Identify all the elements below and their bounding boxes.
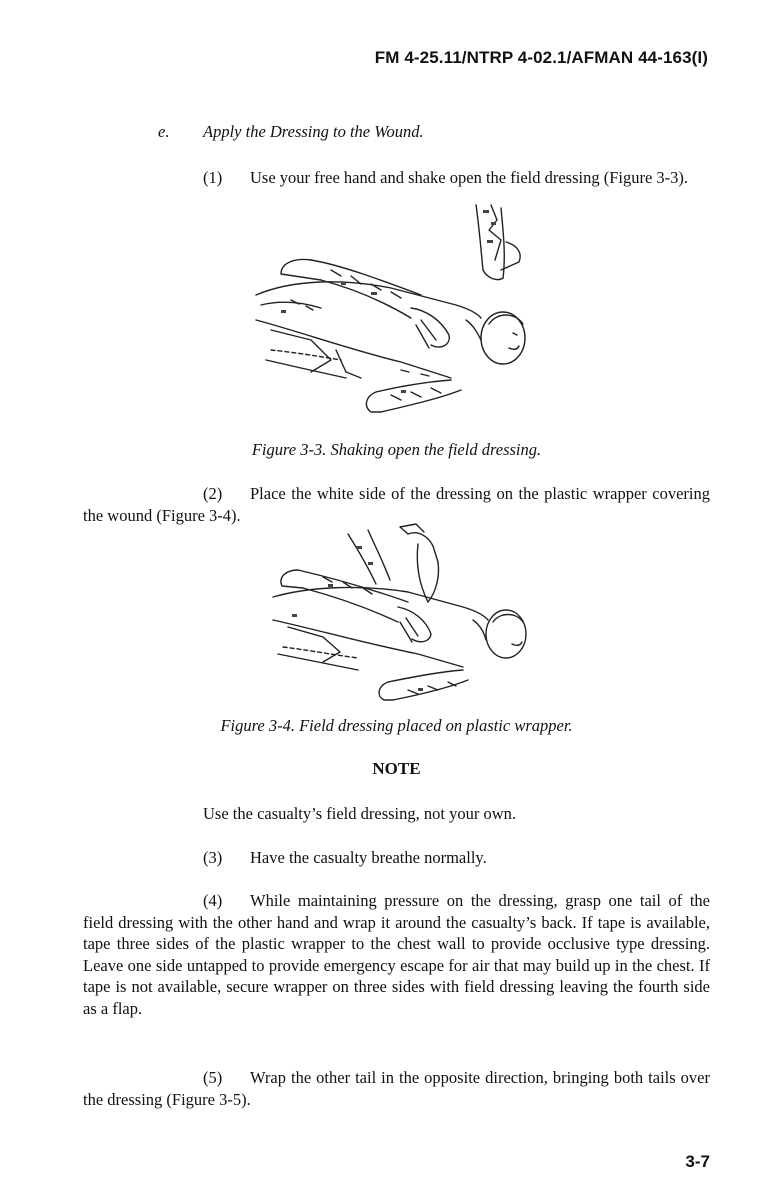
step-3-number: (3): [203, 848, 223, 867]
section-heading: [158, 122, 424, 142]
step-5-text: Wrap the other tail in the opposite direction, bringing both tails over the dressing (Figure 3-5).: [83, 1068, 710, 1109]
section-title: Apply the Dressing to the Wound.: [203, 122, 424, 141]
step-3-text: Have the casualty breathe normally.: [250, 848, 487, 867]
section-letter: e.: [158, 122, 170, 141]
document-header: FM 4-25.11/NTRP 4-02.1/AFMAN 44-163(I): [374, 48, 708, 67]
step-4-text: While maintaining pressure on the dressing, grasp one tail of the field dressing with the other hand and wrap it around the casualty’s back. If tape is available, tape three sides of the plastic wrapper to the chest wall to provide occlusive type dressing. Leave one side untapped to provide emergency escape for air that may build up in the chest. If tape is not available, secure wrapper on three sides with field dressing leaving the fourth side as a flap.: [83, 891, 710, 1018]
step-5: [83, 1067, 710, 1110]
step-2-text: Place the white side of the dressing on the plastic wrapper covering the wound (Figure 3-4).: [83, 484, 710, 525]
step-4-number: (4): [203, 891, 223, 910]
figure-3-4-caption: Figure 3-4. Field dressing placed on plastic wrapper.: [220, 716, 573, 735]
figure-3-4-illustration: [268, 522, 538, 707]
step-5-number: (5): [203, 1068, 223, 1087]
step-1-text: Use your free hand and shake open the field dressing (Figure 3-3).: [250, 168, 689, 187]
figure-3-3-caption: Figure 3-3. Shaking open the field dressing.: [251, 440, 542, 459]
page-number: 3-7: [685, 1152, 710, 1171]
step-1: [83, 167, 710, 189]
figure-3-3-illustration: [251, 200, 541, 424]
step-2-number: (2): [203, 484, 223, 503]
step-2: [83, 483, 710, 526]
step-4: [83, 890, 710, 1019]
step-3: [83, 847, 710, 869]
note-text: Use the casualty’s field dressing, not your own.: [203, 804, 516, 823]
note-heading: NOTE: [372, 759, 421, 778]
step-1-number: (1): [203, 168, 223, 187]
